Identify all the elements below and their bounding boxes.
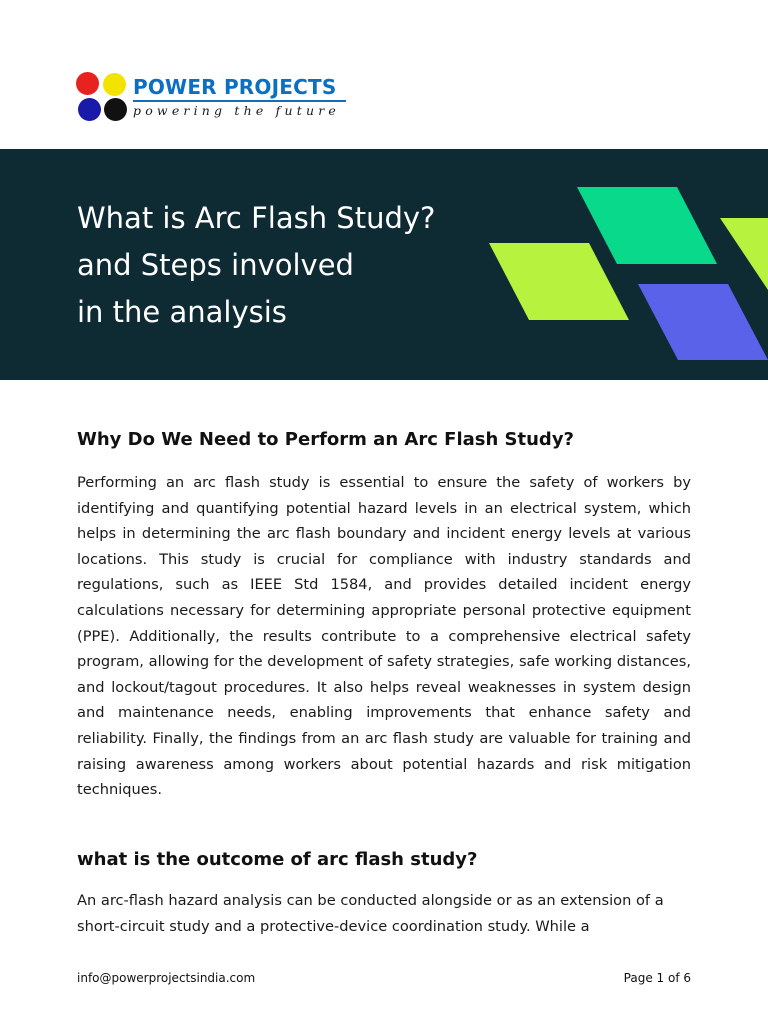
footer-email: info@powerprojectsindia.com xyxy=(77,971,256,985)
logo-dot-black xyxy=(104,98,127,121)
shape-blue xyxy=(638,284,768,360)
logo-dot-red xyxy=(76,72,99,95)
logo-underline xyxy=(133,100,346,102)
section-heading-why: Why Do We Need to Perform an Arc Flash Study? xyxy=(77,429,574,450)
section-paragraph-why: Performing an arc flash study is essential to ensure the safety of workers by identifying and quantifying potential hazard levels in an electrical system, which helps in determining the arc flash boundary and incident energy levels at various locations. This study is crucial for compliance with industry standards and regulations, such as IEEE Std 1584, and provides detailed incident energy calculations necessary for determining appropriate personal protective equipment (PPE). Additionally, the results contribute to a comprehensive electrical safety program, allowing for the development of safety strategies, safe working distances, and lockout/tagout procedures. It also helps reveal weaknesses in system design and maintenance needs, enabling improvements that enhance safety and reliability. Finally, the findings from an arc flash study are valuable for training and raising awareness among workers about potential hazards and risk mitigation techniques. xyxy=(77,474,691,799)
logo-dot-yellow xyxy=(103,73,126,96)
company-logo xyxy=(76,72,366,124)
shape-green xyxy=(577,187,717,264)
section-heading-outcome: what is the outcome of arc flash study? xyxy=(77,849,478,870)
decorative-shapes xyxy=(0,149,768,380)
logo-tagline: powering the future xyxy=(133,103,340,118)
logo-dots-icon xyxy=(76,72,128,122)
hero-banner xyxy=(0,149,768,380)
logo-brand-name: POWER PROJECTS xyxy=(133,75,337,99)
shape-lime-right xyxy=(720,218,768,290)
section-paragraph-outcome: An arc-flash hazard analysis can be conducted alongside or as an extension of a short-circuit study and a protective-device coordination study. While a xyxy=(77,892,664,935)
title-line-1: What is Arc Flash Study? xyxy=(77,201,436,235)
title-line-3: in the analysis xyxy=(77,295,287,329)
logo-dot-blue xyxy=(78,98,101,121)
title-line-2: and Steps involved xyxy=(77,248,354,282)
shape-lime-left xyxy=(489,243,629,320)
page-number: Page 1 of 6 xyxy=(623,971,691,985)
